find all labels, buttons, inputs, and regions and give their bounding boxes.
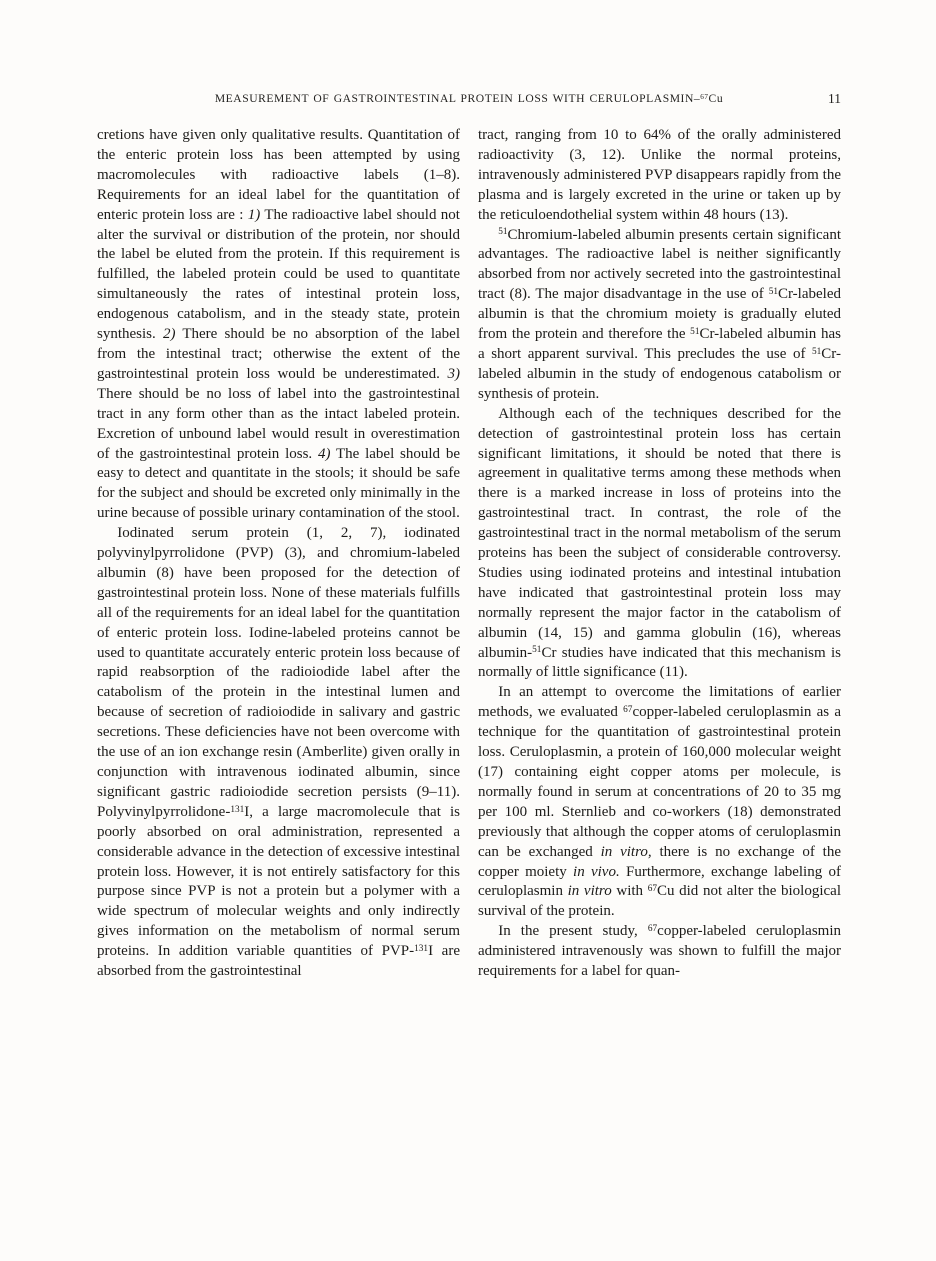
text-run: In the present study, bbox=[498, 923, 648, 940]
page-content bbox=[97, 92, 841, 982]
italic-run: 1) bbox=[247, 206, 261, 223]
isotope-superscript: 51 bbox=[498, 227, 508, 238]
isotope-superscript: 51 bbox=[812, 346, 822, 357]
paragraph bbox=[97, 524, 460, 982]
text-run: There should be no loss of label into the gastrointestinal tract in any form other than as the intact labeled protein. Excretion of unbound label would result in overestimation of the gastrointestinal protein loss. bbox=[97, 385, 460, 462]
isotope-superscript: 51 bbox=[768, 287, 778, 298]
paragraph bbox=[478, 126, 841, 226]
isotope-superscript: 51 bbox=[532, 645, 542, 656]
text-run: there is no exchange of the copper moiety bbox=[478, 843, 842, 880]
text-run: MEASUREMENT OF GASTROINTESTINAL PROTEIN LOSS WITH CERULOPLASMIN– bbox=[214, 92, 701, 105]
text-run: tract, ranging from 10 to 64% of the orally administered radioactivity (3, 12). Unlike the normal proteins, intravenously administered PVP disappears rapidly from the plasma and is largely excreted in the urine or taken up by the reticuloendothelial system within 48 hours (13). bbox=[478, 127, 841, 223]
isotope-superscript: 51 bbox=[690, 326, 700, 337]
text-run: In an attempt to overcome the limitations of earlier methods, we evaluated bbox=[478, 684, 841, 721]
text-run: Cr-labeled albumin has a short apparent survival. This precludes the use of bbox=[478, 326, 841, 362]
paragraph bbox=[478, 922, 841, 982]
text-run: There should be no absorption of the label from the intestinal tract; otherwise the extent of the gastrointestinal protein loss would be underestimated. bbox=[97, 326, 460, 382]
text-run: Furthermore, exchange labeling of ceruloplasmin bbox=[478, 863, 841, 900]
text-run: I, a large macromolecule that is poorly absorbed on oral administration, represented a considerable advance in the detection of excessive intestinal protein loss. However, it is not entirely satisfactory for this purpose since PVP is not a protein but a polymer with a wide spectrum of molecular weights and only indirectly gives information on the metabolism of normal serum proteins. In addition variable quantities of PVP- bbox=[97, 803, 460, 960]
italic-run: in vivo. bbox=[573, 863, 620, 880]
paragraph bbox=[97, 126, 460, 524]
text-run: with bbox=[611, 883, 648, 900]
isotope-superscript: 131 bbox=[414, 943, 429, 954]
italic-run: 2) bbox=[162, 326, 176, 343]
text-run: copper-labeled ceruloplasmin as a technique for the quantitation of gastrointestinal protein loss. Ceruloplasmin, a protein of 160,000 molecular weight (17) containing eight copper atoms per molecule, is normally found in serum at concentrations of 20 to 35 mg per 100 ml. Sternlieb and co-workers (18) demonstrated previously that although the copper atoms of ceruloplasmin can be exchanged bbox=[478, 704, 841, 860]
paragraph bbox=[478, 683, 841, 922]
text-run: Cu did not alter the biological survival of the protein. bbox=[478, 883, 842, 920]
paragraph bbox=[478, 226, 841, 405]
text-run: I are absorbed from the gastrointestinal bbox=[97, 943, 460, 980]
text-run: copper-labeled ceruloplasmin administered intravenously was shown to fulfill the major requirements for a label for quan- bbox=[478, 923, 841, 980]
text-run: Although each of the techniques described for the detection of gastrointestinal protein loss has certain significant limitations, it should be noted that there is agreement in qualitative terms among these methods when there is a marked increase in loss of proteins into the gastrointestinal tract. In contrast, the role of the gastrointestinal tract in the normal metabolism of the serum proteins has been the subject of considerable controversy. Studies using iodinated proteins and intestinal intubation have indicated that gastrointestinal protein loss may normally represent the major factor in the catabolism of albumin (14, 15) and gamma globulin (16), whereas albumin- bbox=[478, 405, 841, 661]
paragraph bbox=[478, 405, 841, 684]
isotope-superscript: 67 bbox=[623, 705, 633, 716]
text-run: Cr-labeled albumin in the study of endogenous catabolism or synthesis of protein. bbox=[478, 345, 841, 402]
italic-run: in vitro, bbox=[600, 843, 652, 860]
isotope-superscript: 67 bbox=[647, 884, 657, 895]
page-number: 11 bbox=[828, 91, 841, 106]
text-run: Cr-labeled albumin is that the chromium moiety is gradually eluted from the protein and therefore the bbox=[478, 286, 841, 343]
isotope-superscript: 67 bbox=[647, 924, 658, 935]
column-right bbox=[478, 126, 841, 982]
italic-run: 4) bbox=[317, 445, 331, 462]
column-left bbox=[97, 126, 460, 982]
italic-run: 3) bbox=[447, 365, 460, 382]
text-run: Cr studies have indicated that this mechanism is normally of little significance (11). bbox=[478, 644, 841, 681]
text-run: The label should be easy to detect and quantitate in the stools; it should be safe for the subject and should be excreted only minimally in the urine because of possible urinary contamination of the stool. bbox=[97, 445, 460, 522]
italic-run: in vitro bbox=[567, 883, 612, 900]
isotope-superscript: 67 bbox=[700, 92, 709, 101]
text-run: Chromium-labeled albumin presents certain significant advantages. The radioactive label is neither significantly absorbed from nor actively secreted into the gastrointestinal tract (8). The major disadvantage in the use of bbox=[478, 226, 841, 303]
text-columns bbox=[97, 126, 841, 982]
running-title bbox=[97, 92, 841, 105]
text-run: Cu bbox=[708, 92, 724, 105]
text-run: cretions have given only qualitative results. Quantitation of the enteric protein loss has been attempted by using macromolecules with radioactive labels (1–8). Requirements for an ideal label for the quantitation of enteric protein loss are : bbox=[97, 127, 460, 223]
text-run: Iodinated serum protein (1, 2, 7), iodinated polyvinylpyrrolidone (PVP) (3), and chromium-labeled albumin (8) have been proposed for the detection of gastrointestinal protein loss. None of these materials fulfills all of the requirements for an ideal label for the quantitation of enteric protein loss. Iodine-labeled proteins cannot be used to quantitate accurately enteric protein loss because of rapid reabsorption of the radioiodide label after the catabolism of the protein in the intestinal lumen and because of secretion of radioiodide in salivary and gastric secretions. These deficiencies have not been overcome with the use of an ion exchange resin (Amberlite) given orally in conjunction with intravenous iodinated albumin, since significant gastric radioiodide secretion persists (9–11). Polyvinylpyrrolidone- bbox=[97, 525, 460, 820]
isotope-superscript: 131 bbox=[230, 804, 245, 815]
page-header bbox=[97, 92, 841, 108]
text-run: The radioactive label should not alter the survival or distribution of the protein, nor should the label be eluted from the protein. If this requirement is fulfilled, the labeled protein could be used to quantitate simultaneously the rates of intestinal protein loss, endogenous catabolism, and in the steady state, protein synthesis. bbox=[97, 206, 460, 343]
